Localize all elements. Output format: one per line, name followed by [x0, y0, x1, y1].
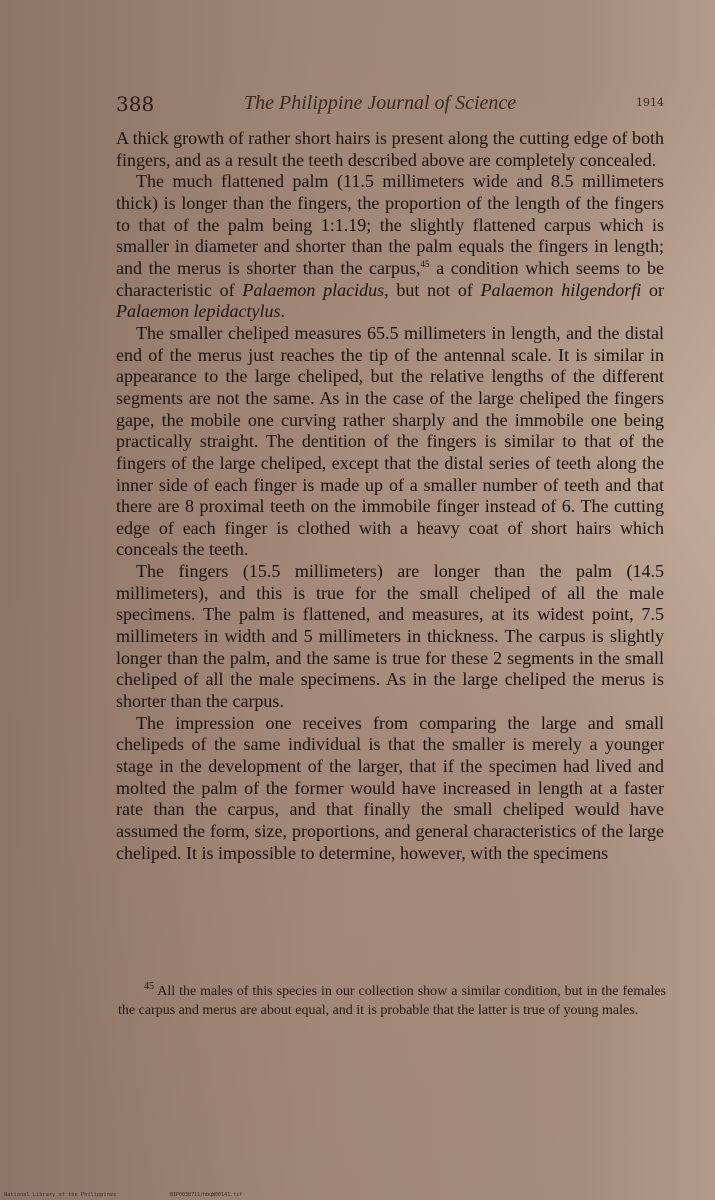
paragraph-smaller-cheliped: The smaller cheliped measures 65.5 millimeters in length, and the distal end of the merus just reaches the tip of the antennal scale. It is similar in appearance to the large cheliped, but the relative lengths of the different segments are not the same. As in the case of the large cheliped the fingers gape, the mobile one curving rather sharply and the immobile one being practically straight. The dentition of the fingers is similar to that of the fingers of the large cheliped, except that the distal series of teeth along the inner side of each finger is made up of a smaller number of teeth and that there are 8 proximal teeth on the immobile finger instead of 6. The cutting edge of each finger is clothed with a heavy coat of short hairs which conceals the teeth. [116, 322, 664, 560]
paragraph-fingers: The fingers (15.5 millimeters) are longer than the palm (14.5 millimeters), and this is true for the small cheliped of all the male specimens. The palm is flattened, and measures, at its widest point, 7.5 millimeters in width and 5 millimeters in thickness. The carpus is slightly longer than the palm, and the same is true for these 2 segments in the small cheliped of all the male specimens. As in the large cheliped the merus is shorter than the carpus. [116, 561, 664, 712]
journal-year: 1914 [636, 96, 664, 109]
page-header [116, 92, 664, 122]
species-name: Palaemon placidus [242, 279, 385, 300]
palm-text-d: or [641, 279, 665, 300]
footnote-mark: 45 [144, 981, 154, 993]
palm-text-c: , but not of [384, 279, 481, 300]
scan-identifier: BIP0038711/hbqW00141.tif [170, 1192, 243, 1198]
species-name: Palaemon lepidactylus [116, 301, 281, 322]
footnote-text: All the males of this species in our collection show a similar condition, but in the females the carpus and merus are about equal, and it is probable that the latter is true of young males. [118, 984, 667, 1018]
library-credit: National Library of the Philippines [4, 1192, 117, 1198]
page-number: 388 [116, 92, 155, 116]
article-body [116, 128, 664, 864]
palm-text-a: The much flattened palm (11.5 millimeters wide and 8.5 millimeters thick) is longer than the fingers, the proportion of the length of the fingers to that of the palm being 1:1.19; the slightly flattened carpus which is smaller in diameter and shorter than the palm equals the fingers in length; and the merus is shorter than the carpus, [116, 171, 664, 278]
paragraph-hair-growth: A thick growth of rather short hairs is present along the cutting edge of both fingers, and as a result the teeth described above are completely concealed. [116, 128, 664, 170]
footnote [118, 982, 666, 1020]
palm-text-b: a condition which seems to be characteristic of [116, 257, 665, 300]
paragraph-impression: The impression one receives from comparing the large and small chelipeds of the same individual is that the smaller is merely a younger stage in the development of the larger, that if the specimen had lived and molted the palm of the former would have increased in length at a faster rate than the carpus, and that finally the small cheliped would have assumed the form, size, proportions, and general characteristics of the large cheliped. It is impossible to determine, however, with the specimens [116, 712, 664, 863]
species-name: Palaemon hilgendorfi [480, 279, 642, 300]
journal-title: The Philippine Journal of Science [244, 92, 517, 114]
footnote-reference: 45 [420, 258, 430, 269]
paragraph-palm [116, 171, 664, 323]
palm-text-e: . [280, 301, 285, 322]
